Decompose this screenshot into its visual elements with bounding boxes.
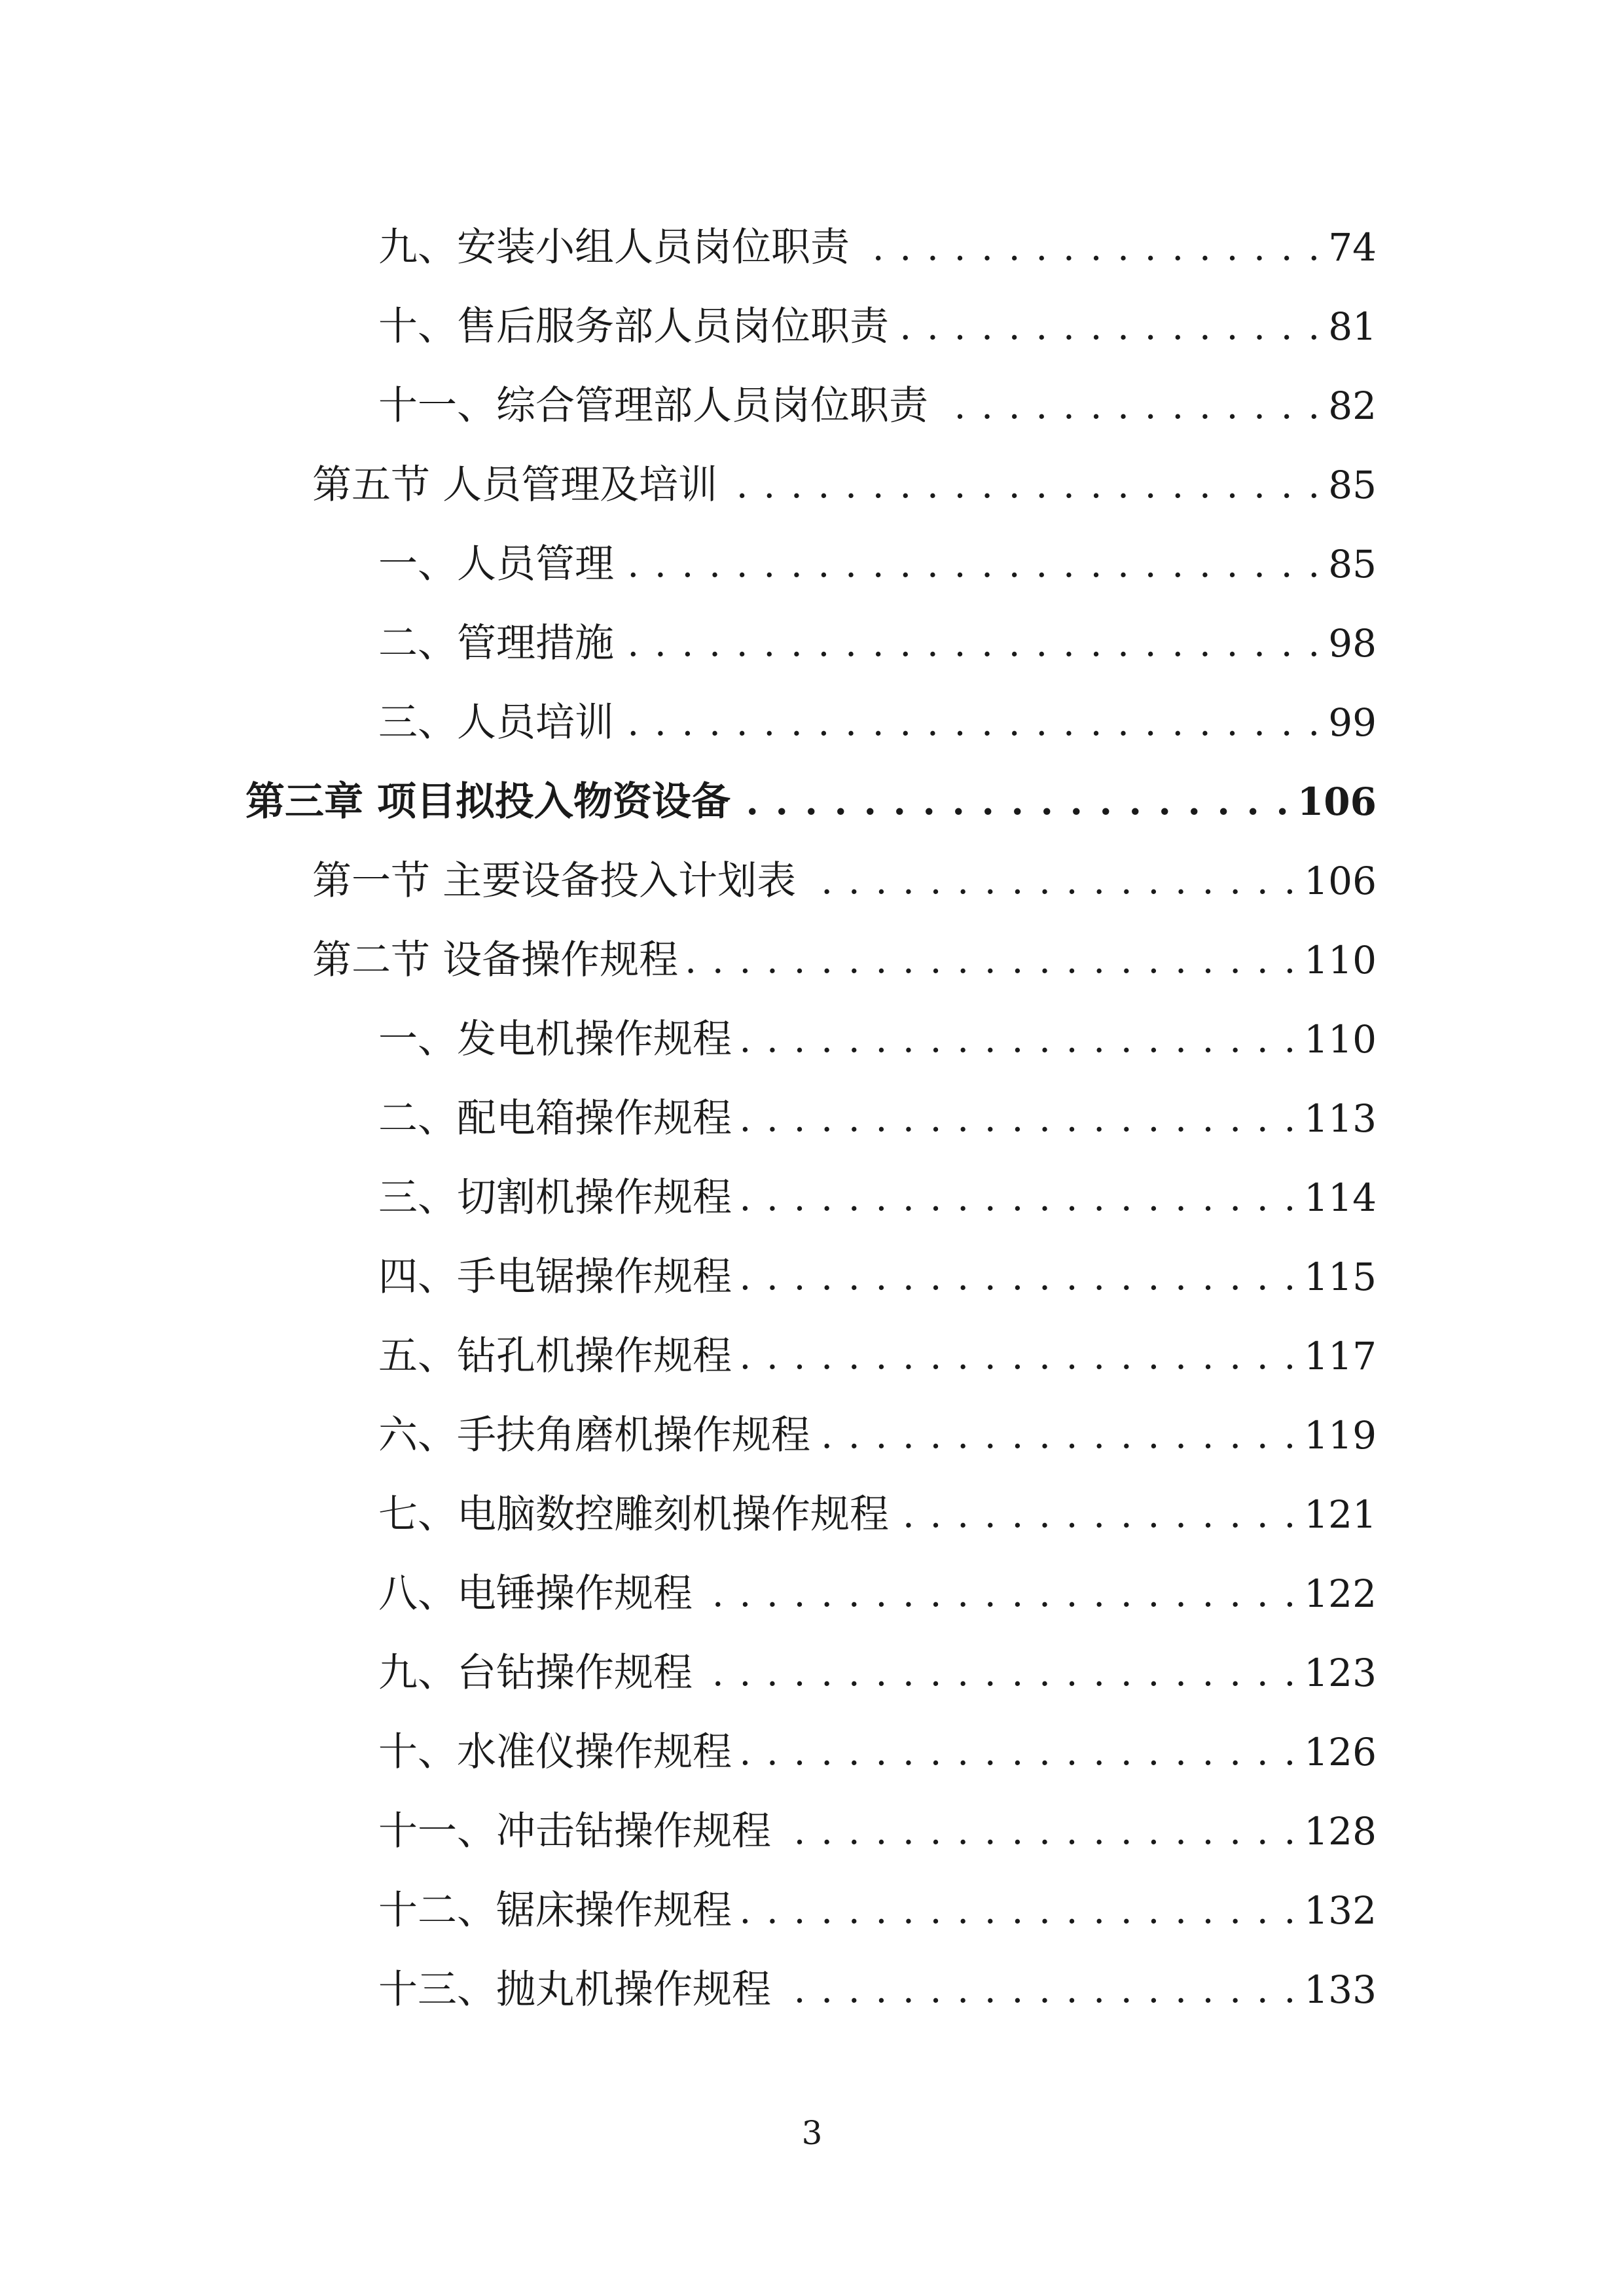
toc-dot-leader <box>623 604 1322 683</box>
toc-entry-title: 九、安装小组人员岗位职责 <box>378 224 850 270</box>
toc-entry[interactable] <box>0 1871 1624 1950</box>
toc-dot-leader <box>727 446 1322 525</box>
toc-dot-leader <box>898 287 1322 367</box>
toc-entry[interactable] <box>0 446 1624 525</box>
toc-entry-page: 117 <box>1304 1334 1377 1378</box>
toc-entry-page: 128 <box>1304 1809 1377 1854</box>
toc-dot-leader <box>820 1396 1297 1475</box>
toc-entry-page: 110 <box>1304 1017 1377 1062</box>
toc-entry-page: 85 <box>1328 463 1377 507</box>
toc-entry-title: 第三章 项目拟投入物资设备 <box>245 779 731 825</box>
toc-entry-title: 六、手扶角磨机操作规程 <box>378 1412 810 1458</box>
toc-dot-leader <box>687 921 1297 1000</box>
toc-dot-leader <box>937 367 1322 446</box>
toc-entry-page: 74 <box>1328 225 1377 270</box>
toc-entry-title: 一、发电机操作规程 <box>378 1016 732 1062</box>
toc-entry[interactable] <box>0 1713 1624 1792</box>
toc-entry-title: 十一、冲击钻操作规程 <box>378 1808 771 1854</box>
toc-entry[interactable] <box>0 1158 1624 1238</box>
toc-entry-page: 119 <box>1304 1413 1377 1458</box>
toc-entry-page: 132 <box>1304 1888 1377 1933</box>
toc-entry-page: 121 <box>1304 1492 1377 1537</box>
toc-entry-title: 五、钻孔机操作规程 <box>378 1333 732 1379</box>
toc-entry[interactable] <box>0 1634 1624 1713</box>
toc-dot-leader <box>741 1238 1297 1317</box>
toc-entry-page: 114 <box>1304 1175 1377 1220</box>
toc-entry[interactable] <box>0 525 1624 604</box>
toc-entry[interactable] <box>0 1317 1624 1396</box>
toc-dot-leader <box>702 1554 1297 1634</box>
toc-entry-title: 二、管理措施 <box>378 620 614 666</box>
toc-entry[interactable] <box>0 1238 1624 1317</box>
toc-entry[interactable] <box>0 1000 1624 1079</box>
toc-entry[interactable] <box>0 842 1624 921</box>
toc-dot-leader <box>805 842 1297 921</box>
toc-entry-page: 123 <box>1304 1651 1377 1695</box>
toc-entry-page: 99 <box>1328 700 1377 745</box>
toc-entry-page: 110 <box>1304 938 1377 982</box>
toc-entry-title: 第二节 设备操作规程 <box>312 937 679 983</box>
toc-entry[interactable] <box>0 762 1624 842</box>
toc-entry-title: 第一节 主要设备投入计划表 <box>312 858 797 904</box>
toc-dot-leader <box>741 1871 1297 1950</box>
toc-entry-page: 126 <box>1304 1730 1377 1774</box>
toc-entry[interactable] <box>0 1079 1624 1158</box>
toc-dot-leader <box>740 762 1291 842</box>
toc-entry-title: 三、人员培训 <box>378 700 614 745</box>
toc-entry-title: 四、手电锯操作规程 <box>378 1254 732 1300</box>
table-of-contents <box>0 208 1624 2030</box>
toc-entry-title: 十二、锯床操作规程 <box>378 1888 732 1933</box>
toc-entry-page: 133 <box>1304 1967 1377 2012</box>
toc-entry[interactable] <box>0 683 1624 762</box>
toc-entry[interactable] <box>0 1792 1624 1871</box>
toc-entry-page: 106 <box>1304 859 1377 903</box>
toc-entry[interactable] <box>0 1950 1624 2030</box>
toc-dot-leader <box>702 1634 1297 1713</box>
toc-entry[interactable] <box>0 921 1624 1000</box>
toc-dot-leader <box>741 1317 1297 1396</box>
toc-entry[interactable] <box>0 208 1624 287</box>
toc-entry-page: 82 <box>1328 384 1377 428</box>
toc-entry[interactable] <box>0 1396 1624 1475</box>
toc-dot-leader <box>898 1475 1297 1554</box>
toc-entry-page: 115 <box>1304 1255 1377 1299</box>
toc-dot-leader <box>780 1792 1297 1871</box>
toc-entry[interactable] <box>0 367 1624 446</box>
toc-entry-title: 八、电锤操作规程 <box>378 1571 693 1617</box>
toc-dot-leader <box>741 1000 1297 1079</box>
toc-entry-title: 二、配电箱操作规程 <box>378 1096 732 1141</box>
toc-entry-title: 一、人员管理 <box>378 541 614 587</box>
toc-dot-leader <box>780 1950 1297 2030</box>
toc-entry-page: 98 <box>1328 621 1377 666</box>
toc-entry-title: 七、电脑数控雕刻机操作规程 <box>378 1492 889 1537</box>
toc-entry[interactable] <box>0 1554 1624 1634</box>
toc-dot-leader <box>741 1158 1297 1238</box>
toc-entry-title: 第五节 人员管理及培训 <box>312 462 718 508</box>
toc-entry-title: 十一、综合管理部人员岗位职责 <box>378 383 928 429</box>
footer-page-number: 3 <box>801 2114 823 2152</box>
toc-dot-leader <box>623 683 1322 762</box>
toc-entry-title: 十三、抛丸机操作规程 <box>378 1967 771 2013</box>
toc-entry-title: 十、水准仪操作规程 <box>378 1729 732 1775</box>
toc-dot-leader <box>623 525 1322 604</box>
toc-entry-page: 113 <box>1304 1096 1377 1141</box>
toc-entry-page: 122 <box>1304 1571 1377 1616</box>
toc-entry-page: 106 <box>1297 780 1377 824</box>
toc-dot-leader <box>741 1713 1297 1792</box>
toc-entry-title: 九、台钻操作规程 <box>378 1650 693 1696</box>
toc-entry[interactable] <box>0 1475 1624 1554</box>
toc-entry-title: 三、切割机操作规程 <box>378 1175 732 1221</box>
toc-dot-leader <box>741 1079 1297 1158</box>
toc-entry-page: 81 <box>1328 304 1377 349</box>
toc-entry[interactable] <box>0 287 1624 367</box>
toc-entry-title: 十、售后服务部人员岗位职责 <box>378 304 889 350</box>
toc-entry[interactable] <box>0 604 1624 683</box>
toc-dot-leader <box>859 208 1322 287</box>
toc-entry-page: 85 <box>1328 542 1377 586</box>
